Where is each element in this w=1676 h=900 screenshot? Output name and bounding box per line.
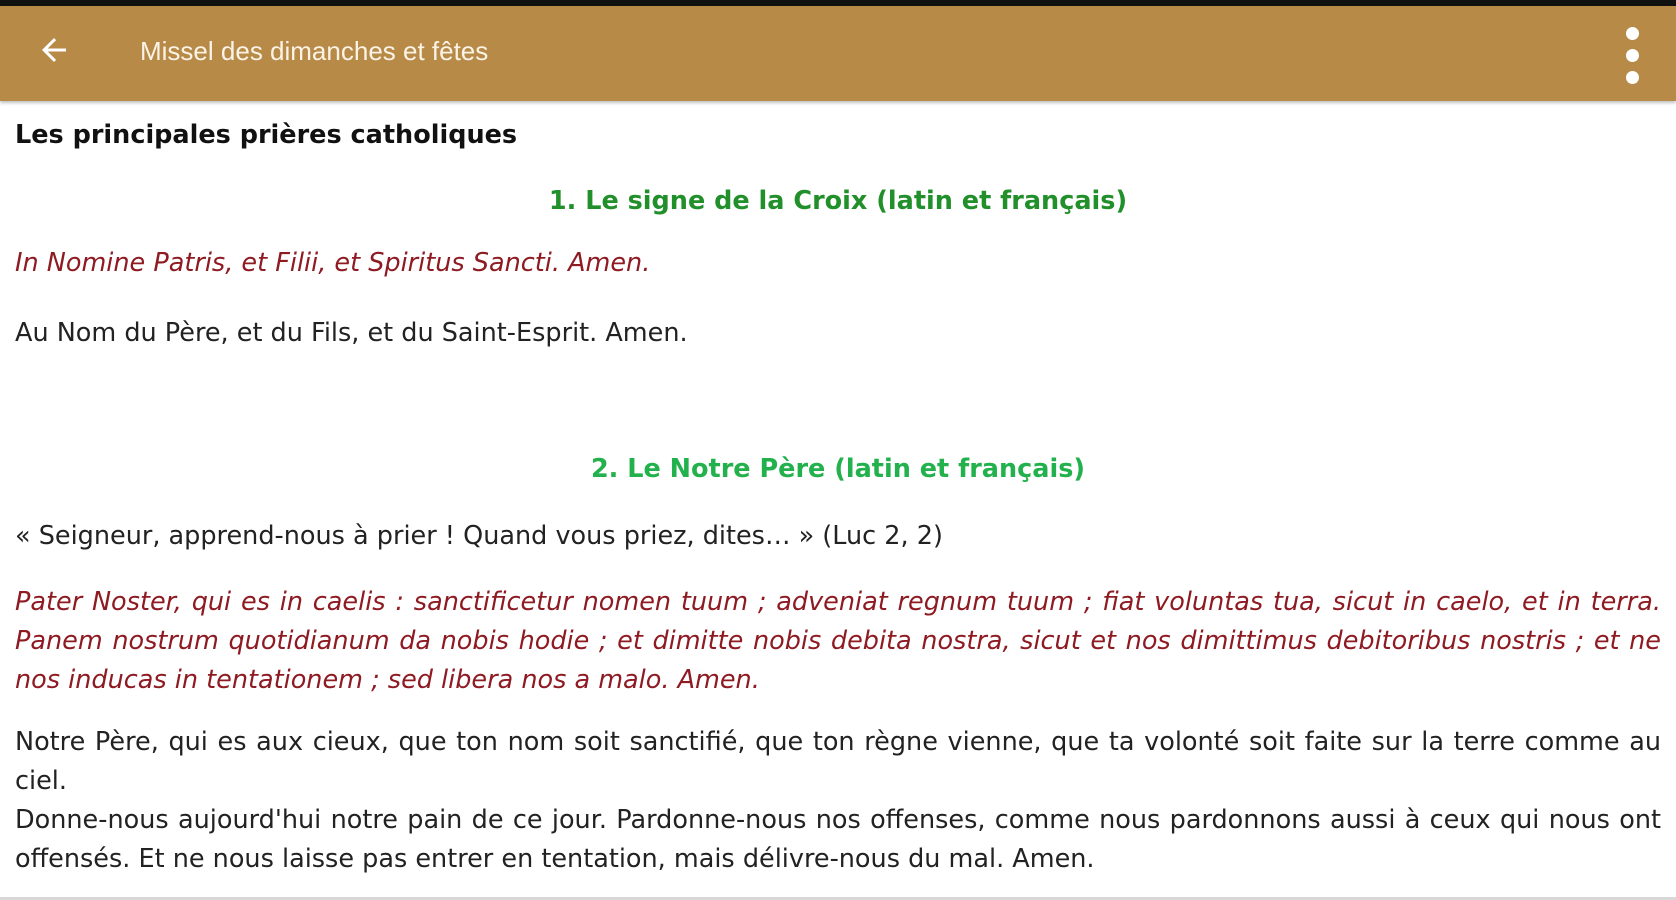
latin-sign-of-cross: In Nomine Patris, et Filii, et Spiritus Sancti. Amen. <box>15 248 651 278</box>
french-our-father-part-2: Donne-nous aujourd'hui notre pain de ce jour. Pardonne-nous nos offenses, comme nous pardonnons aussi à ceux qui nous ont offensés. Et ne nous laisse pas entrer en tentation, mais délivre-nous du mal. Amen. <box>15 805 1661 874</box>
app-title: Missel des dimanches et fêtes <box>140 36 489 66</box>
heading-sign-of-cross: 1. Le signe de la Croix (latin et français) <box>548 186 1128 216</box>
heading-our-father: 2. Le Notre Père (latin et français) <box>590 454 1086 484</box>
app-bar <box>0 6 1676 101</box>
arrow-back-icon <box>36 32 72 68</box>
overflow-menu-button[interactable] <box>1610 20 1654 90</box>
french-sign-of-cross: Au Nom du Père, et du Fils, et du Saint-Esprit. Amen. <box>15 318 688 348</box>
prayer-content[interactable] <box>0 101 1676 900</box>
luke-quote: « Seigneur, apprend-nous à prier ! Quand vous priez, dites… » (Luc 2, 2) <box>15 521 943 551</box>
more-vert-icon <box>1626 27 1639 40</box>
back-button[interactable] <box>28 24 80 76</box>
section-title: Les principales prières catholiques <box>15 120 518 150</box>
french-our-father-part-1: Notre Père, qui es aux cieux, que ton nom soit sanctifié, que ton règne vienne, que ta volonté soit faite sur la terre comme au ciel. <box>15 727 1661 796</box>
latin-our-father: Pater Noster, qui es in caelis : sanctificetur nomen tuum ; adveniat regnum tuum ; fiat voluntas tua, sicut in caelo, et in terra. Panem nostrum quotidianum da nobis hodie ; et dimitte nobis debita nostra, sicut et nos dimittimus debitoribus nostris ; et ne nos inducas in tentationem ; sed libera nos a malo. Amen. <box>15 587 1661 695</box>
